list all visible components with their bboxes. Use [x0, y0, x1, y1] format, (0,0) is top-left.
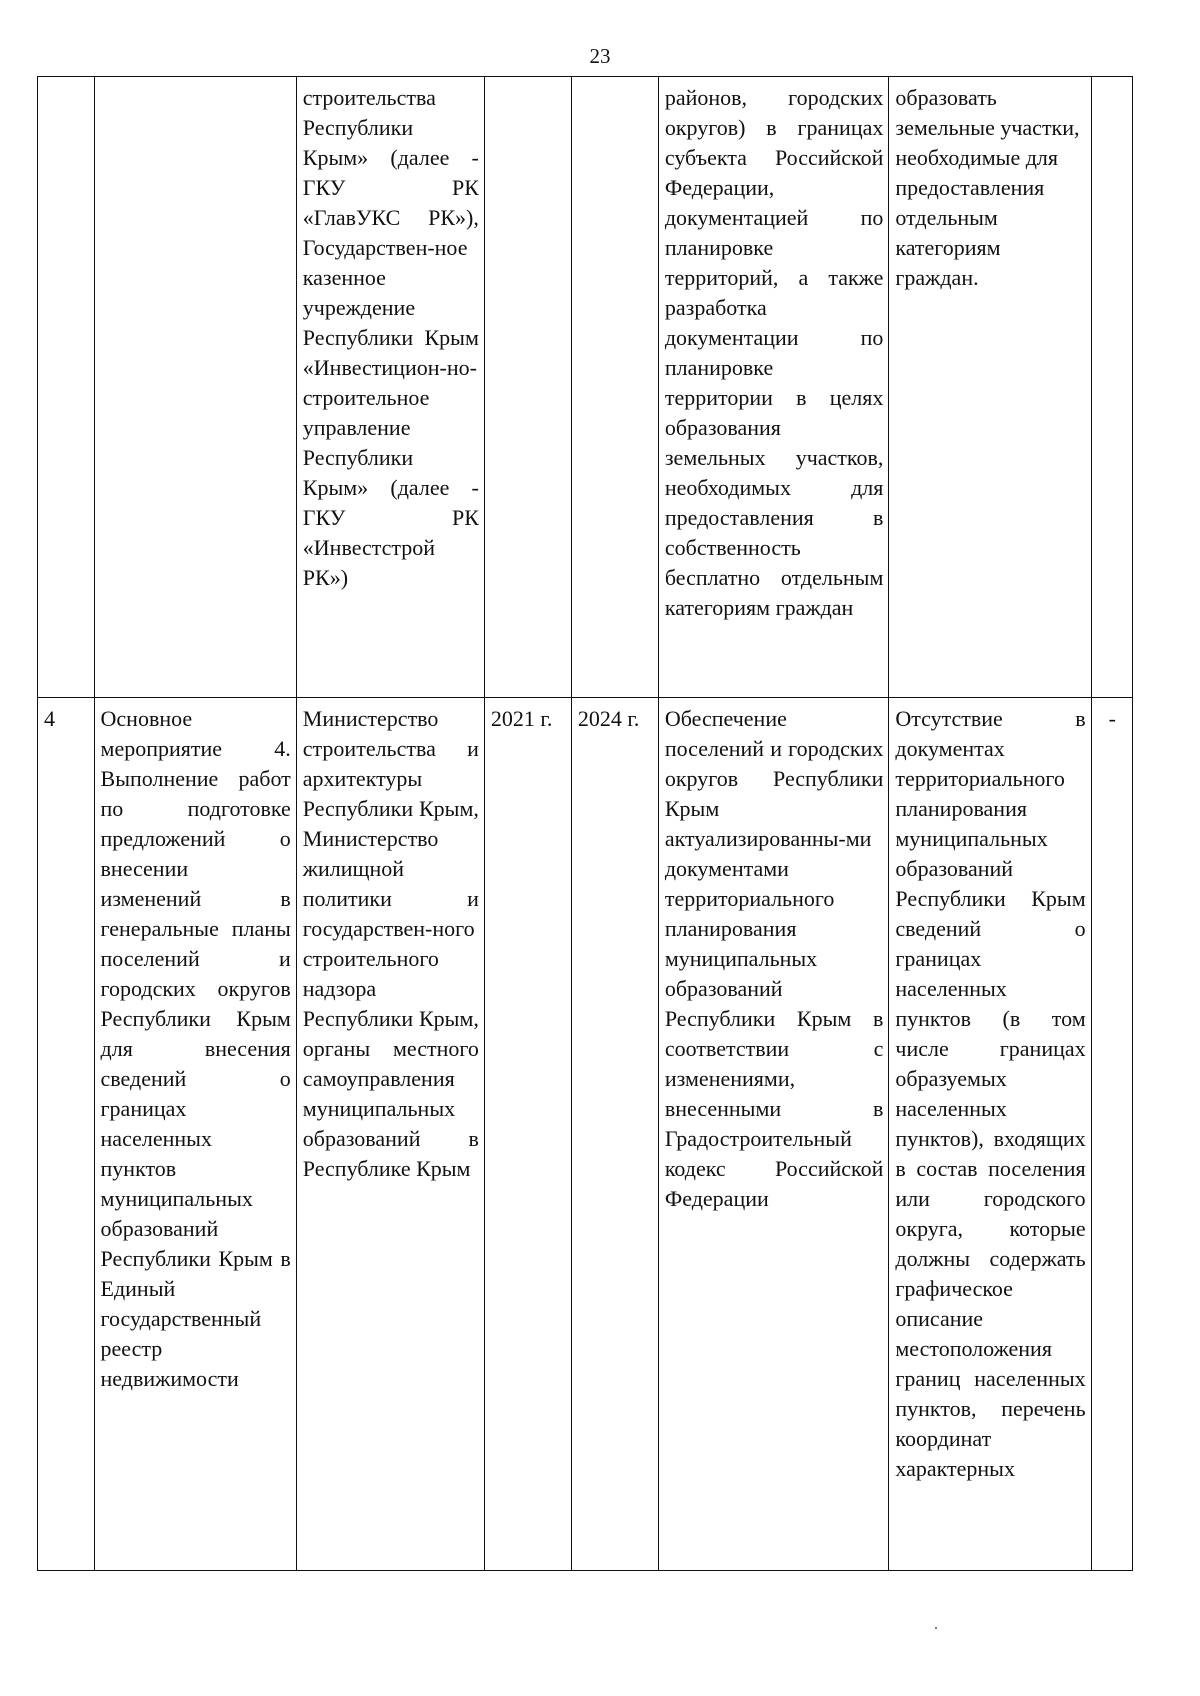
- executor-cell: строительства Республики Крым» (далее - ГКУ РК «ГлавУКС РК»), Государствен-ное казенное учреждение Республики Крым «Инвестицион-но-строительное управление Республики Крым» (далее - ГКУ РК «Инвестстрой РК»): [296, 77, 484, 698]
- row-number-cell: 4: [38, 698, 95, 1571]
- program-activities-table: [37, 76, 1133, 1571]
- activity-cell: [94, 77, 296, 698]
- scan-speck: [935, 1627, 937, 1629]
- consequence-cell: Отсутствие в документах территориального планирования муниципальных образований Республики Крым сведений о границах населенных пунктов (в том числе границах образуемых населенных пунктов), входящих в состав поселения или городского округа, которые должны содержать графическое описание местоположения границ населенных пунктов, перечень координат характерных: [889, 698, 1091, 1571]
- table-row: [38, 698, 1133, 1571]
- row-number-cell: [38, 77, 95, 698]
- relation-cell: [1091, 77, 1132, 698]
- start-year-cell: [484, 77, 571, 698]
- expected-result-cell: Обеспечение поселений и городских округов Республики Крым актуализированны-ми документами территориального планирования муниципальных образований Республики Крым в соответствии с изменениями, внесенными в Градостроительный кодекс Российской Федерации: [658, 698, 889, 1571]
- end-year-cell: [571, 77, 658, 698]
- executor-cell: Министерство строительства и архитектуры Республики Крым, Министерство жилищной политики и государствен-ного строительного надзора Республики Крым, органы местного самоуправления муниципальных образований в Республике Крым: [296, 698, 484, 1571]
- start-year-cell: 2021 г.: [484, 698, 571, 1571]
- expected-result-cell: районов, городских округов) в границах субъекта Российской Федерации, документацией по планировке территорий, а также разработка документации по планировке территории в целях образования земельных участков, необходимых для предоставления в собственность бесплатно отдельным категориям граждан: [658, 77, 889, 698]
- activity-cell: Основное мероприятие 4. Выполнение работ по подготовке предложений о внесении изменений в генеральные планы поселений и городских округов Республики Крым для внесения сведений о границах населенных пунктов муниципальных образований Республики Крым в Единый государственный реестр недвижимости: [94, 698, 296, 1571]
- page-number: 23: [589, 44, 611, 68]
- table-row: [38, 77, 1133, 698]
- relation-cell: -: [1091, 698, 1132, 1571]
- consequence-cell: образовать земельные участки, необходимые для предоставления отдельным категориям граждан.: [889, 77, 1091, 698]
- end-year-cell: 2024 г.: [571, 698, 658, 1571]
